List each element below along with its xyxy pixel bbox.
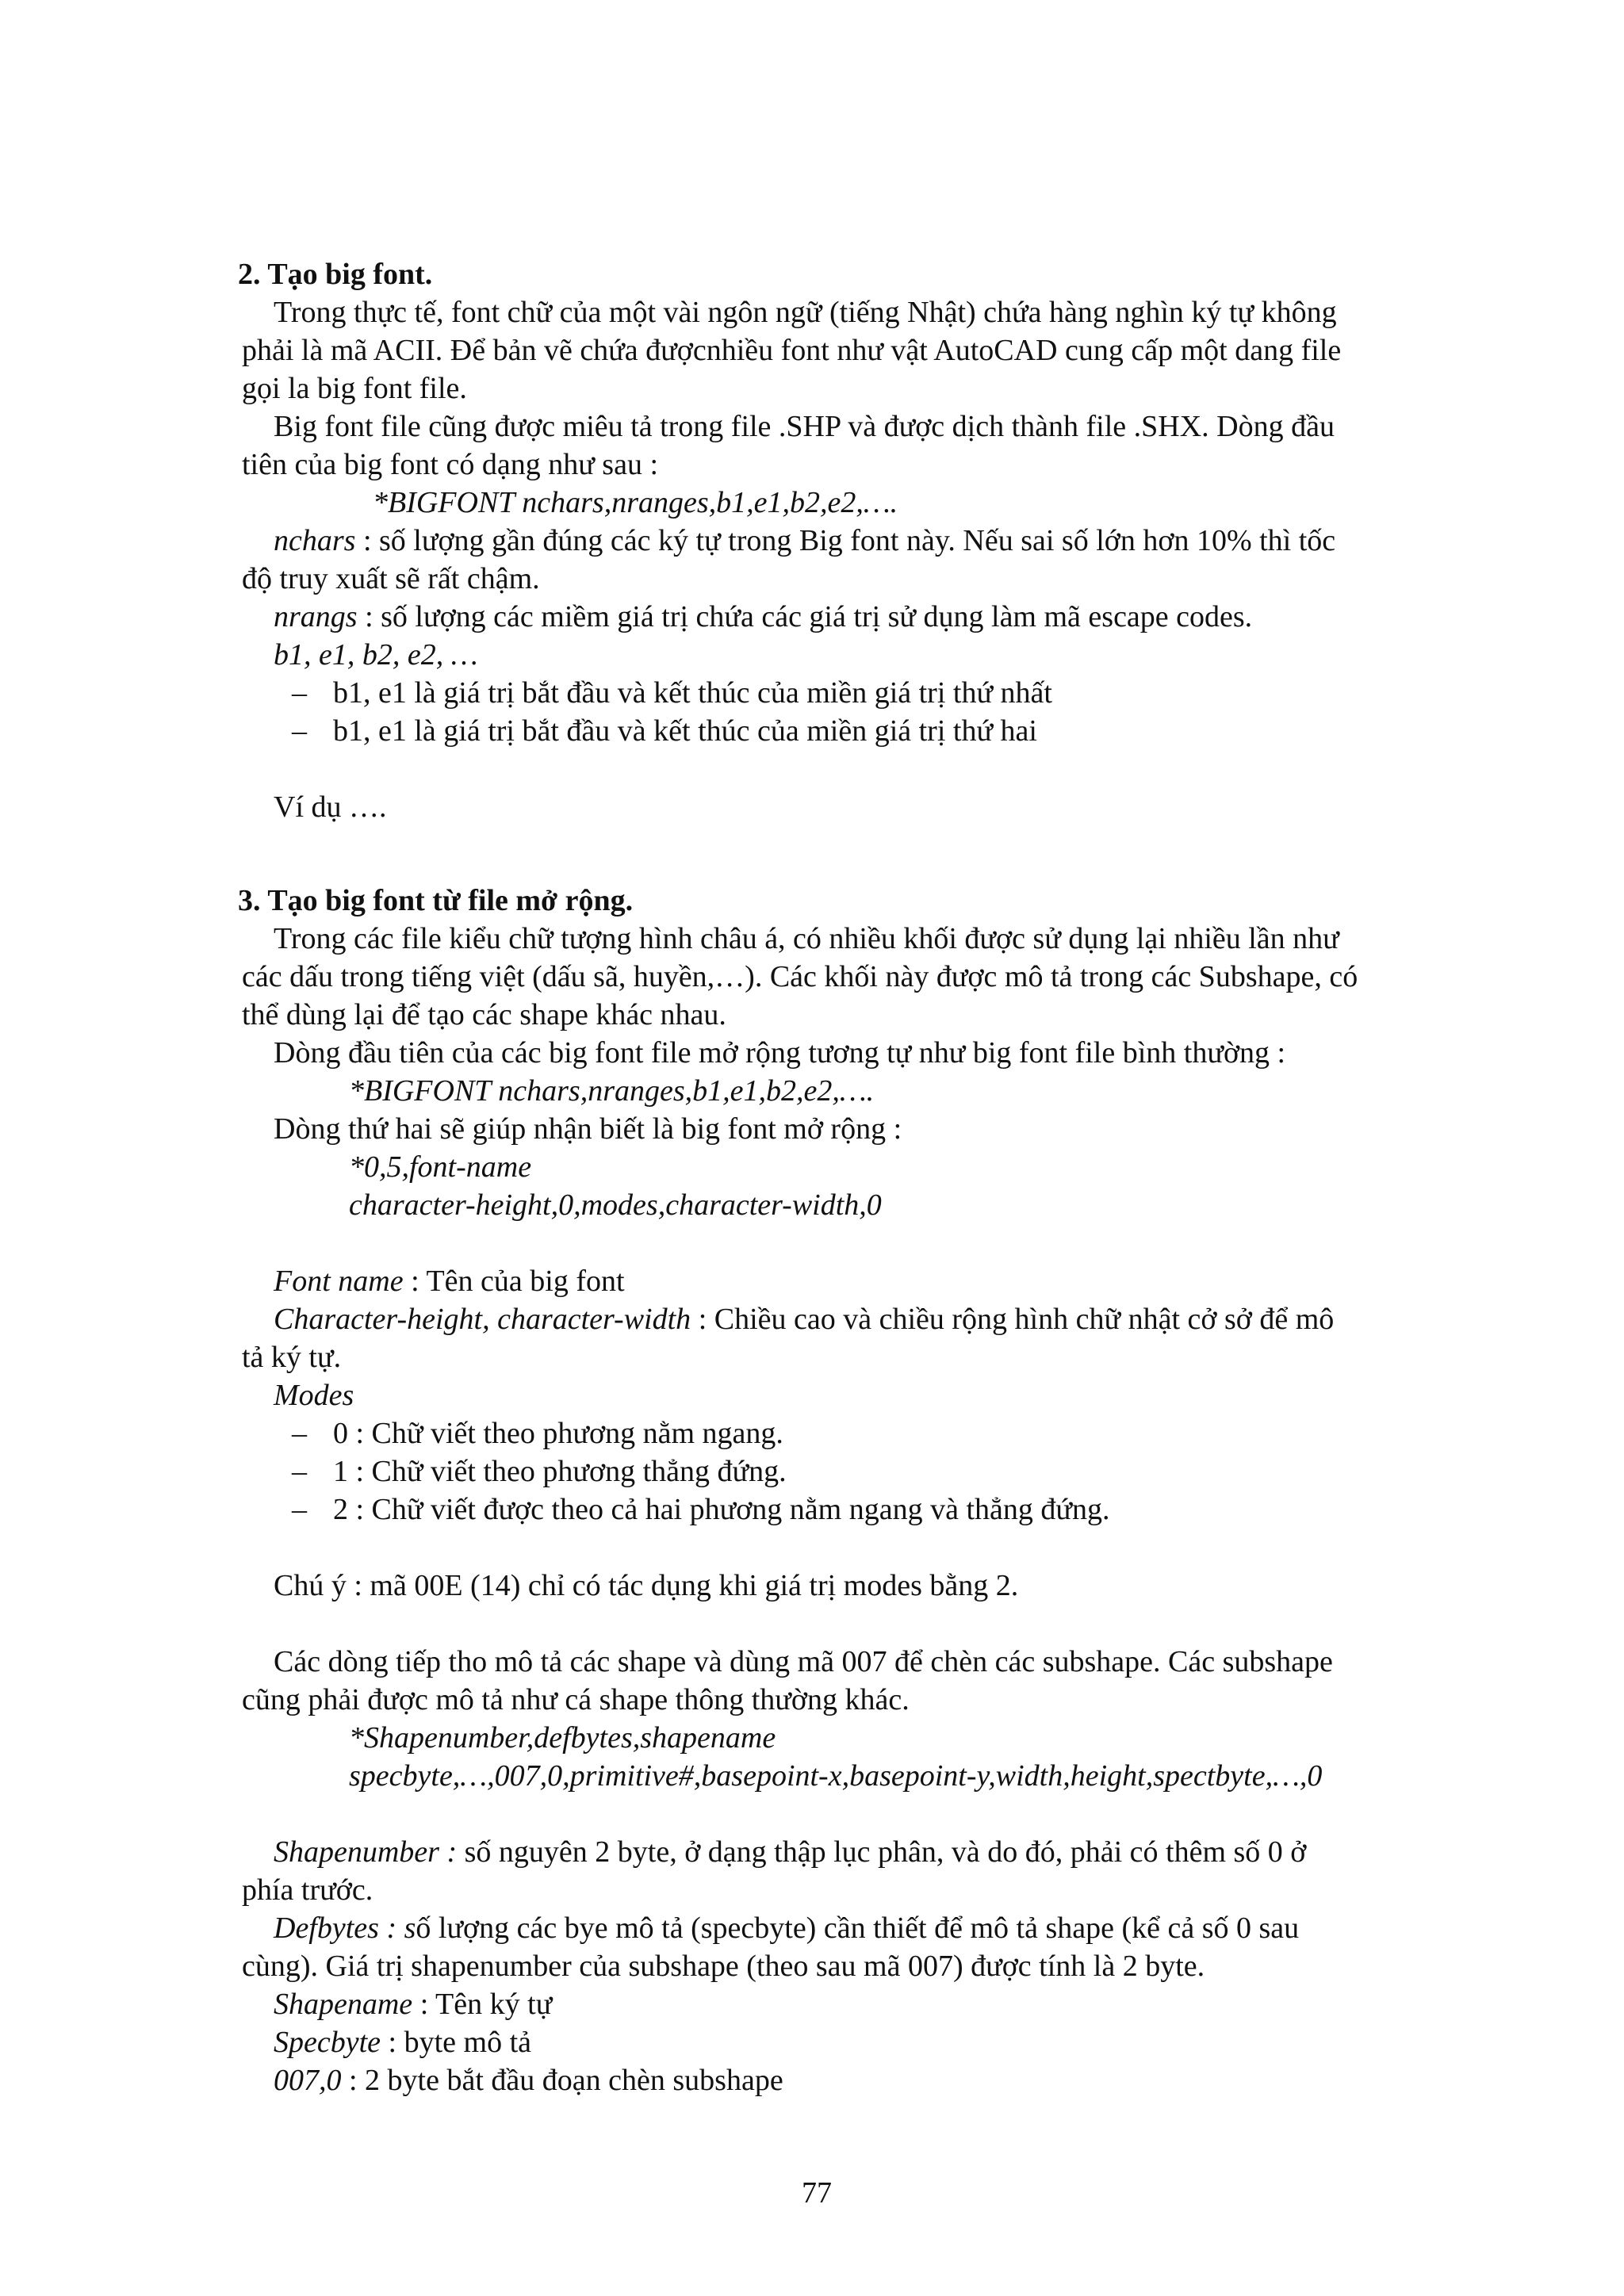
example-line: Ví dụ …. bbox=[274, 790, 387, 824]
term-code-007: 007,0 bbox=[274, 2064, 342, 2097]
definition-nrangs bbox=[274, 598, 1252, 636]
bigfont-format-line: *BIGFONT nchars,nranges,b1,e1,b2,e2,…. bbox=[349, 1074, 875, 1108]
page-number: 77 bbox=[802, 2176, 832, 2210]
term-shapenumber: Shapenumber : bbox=[274, 1835, 458, 1869]
paragraph-line: độ truy xuất sẽ rất chậm. bbox=[242, 562, 540, 595]
code-line: *0,5,font-name bbox=[349, 1150, 532, 1184]
bullet-dash: – bbox=[292, 1493, 307, 1526]
definition-nchars bbox=[274, 522, 1335, 560]
paragraph-line: Dòng thứ hai sẽ giúp nhận biết là big font mở rộng : bbox=[274, 1112, 902, 1146]
paragraph-line: gọi la big font file. bbox=[242, 372, 467, 405]
definition-text: : Tên ký tự bbox=[412, 1988, 553, 2021]
paragraph-line: cùng). Giá trị shapenumber của subshape (theo sau mã 007) được tính là 2 byte. bbox=[242, 1950, 1205, 1983]
definition-shapenumber bbox=[274, 1833, 1306, 1871]
bullet-dash: – bbox=[292, 714, 307, 748]
definition-character-size bbox=[274, 1300, 1334, 1338]
note-line: Chú ý : mã 00E (14) chỉ có tác dụng khi giá trị modes bằng 2. bbox=[274, 1569, 1019, 1602]
term-defbytes: Defbytes : s bbox=[274, 1911, 416, 1945]
paragraph-line: tả ký tự. bbox=[242, 1341, 342, 1374]
definition-text: số nguyên 2 byte, ở dạng thập lục phân, và do đó, phải có thêm số 0 ở bbox=[457, 1835, 1307, 1869]
definition-text: : byte mô tả bbox=[381, 2026, 531, 2059]
paragraph-line: cũng phải được mô tả như cá shape thông thường khác. bbox=[242, 1683, 910, 1716]
code-line: specbyte,…,007,0,primitive#,basepoint-x,basepoint-y,width,height,spectbyte,…,0 bbox=[349, 1759, 1323, 1793]
term-shapename: Shapename bbox=[274, 1988, 413, 2021]
bullet-dash: – bbox=[292, 676, 307, 710]
definition-text: : Tên của big font bbox=[403, 1265, 625, 1298]
paragraph-line: Trong các file kiểu chữ tượng hình châu á, có nhiều khối được sử dụng lại nhiều lần như bbox=[274, 922, 1339, 955]
list-item: 0 : Chữ viết theo phương nằm ngang. bbox=[333, 1417, 783, 1450]
term-modes: Modes bbox=[274, 1379, 354, 1412]
term-specbyte: Specbyte bbox=[274, 2026, 381, 2059]
code-line: character-height,0,modes,character-width,0 bbox=[349, 1188, 882, 1222]
paragraph-line: Các dòng tiếp tho mô tả các shape và dùng mã 007 để chèn các subshape. Các subshape bbox=[274, 1645, 1333, 1678]
bullet-dash: – bbox=[292, 1417, 307, 1450]
definition-defbytes bbox=[274, 1909, 1299, 1947]
section-3-heading: 3. Tạo big font từ file mở rộng. bbox=[238, 884, 634, 917]
definition-shapename bbox=[274, 1985, 552, 2023]
list-item: b1, e1 là giá trị bắt đầu và kết thúc của miền giá trị thứ hai bbox=[333, 714, 1037, 748]
paragraph-line: thể dùng lại để tạo các shape khác nhau. bbox=[242, 998, 726, 1031]
list-item: 2 : Chữ viết được theo cả hai phương nằm ngang và thẳng đứng. bbox=[333, 1493, 1110, 1526]
section-2-heading: 2. Tạo big font. bbox=[238, 258, 433, 291]
code-line: *Shapenumber,defbytes,shapename bbox=[349, 1721, 776, 1755]
term-nchars: nchars bbox=[274, 524, 356, 557]
definition-text: : số lượng gần đúng các ký tự trong Big font này. Nếu sai số lớn hơn 10% thì tốc bbox=[355, 524, 1336, 557]
definition-specbyte bbox=[274, 2023, 531, 2061]
term-nrangs: nrangs bbox=[274, 600, 358, 633]
definition-code-007 bbox=[274, 2061, 783, 2099]
term-character-size: Character-height, character-width bbox=[274, 1303, 691, 1336]
paragraph-line: các dấu trong tiếng việt (dấu sã, huyền,…). Các khối này được mô tả trong các Subshape, có bbox=[242, 960, 1358, 993]
term-b-e-values: b1, e1, b2, e2, … bbox=[274, 638, 478, 672]
bigfont-format-line: *BIGFONT nchars,nranges,b1,e1,b2,e2,…. bbox=[373, 486, 898, 519]
paragraph-line: phía trước. bbox=[242, 1873, 373, 1907]
definition-font-name bbox=[274, 1262, 625, 1300]
paragraph-line: Big font file cũng được miêu tả trong file .SHP và được dịch thành file .SHX. Dòng đầu bbox=[274, 410, 1335, 443]
list-item: b1, e1 là giá trị bắt đầu và kết thúc của miền giá trị thứ nhất bbox=[333, 676, 1052, 710]
definition-text: : Chiều cao và chiều rộng hình chữ nhật cở sở để mô bbox=[691, 1303, 1335, 1336]
definition-text: : số lượng các miềm giá trị chứa các giá trị sử dụng làm mã escape codes. bbox=[357, 600, 1253, 633]
paragraph-line: Trong thực tế, font chữ của một vài ngôn ngữ (tiếng Nhật) chứa hàng nghìn ký tự không bbox=[274, 296, 1337, 329]
paragraph-line: tiên của big font có dạng như sau : bbox=[242, 448, 659, 481]
term-font-name: Font name bbox=[274, 1265, 404, 1298]
definition-text: : 2 byte bắt đầu đoạn chèn subshape bbox=[341, 2064, 783, 2097]
paragraph-line: Dòng đầu tiên của các big font file mở rộng tương tự như big font file bình thường : bbox=[274, 1036, 1286, 1070]
list-item: 1 : Chữ viết theo phương thẳng đứng. bbox=[333, 1455, 787, 1488]
bullet-dash: – bbox=[292, 1455, 307, 1488]
definition-text: ố lượng các bye mô tả (specbyte) cần thiết để mô tả shape (kể cả số 0 sau bbox=[416, 1911, 1300, 1945]
paragraph-line: phải là mã ACII. Để bản vẽ chứa đượcnhiều font như vật AutoCAD cung cấp một dang file bbox=[242, 334, 1342, 367]
